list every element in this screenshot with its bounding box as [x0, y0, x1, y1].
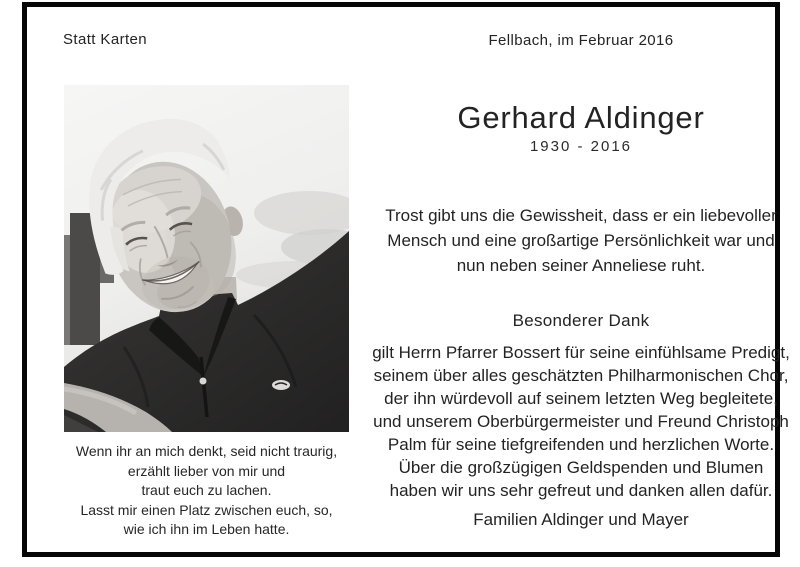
statt-karten-note: Statt Karten	[63, 31, 148, 48]
polo-button	[200, 378, 207, 385]
dateline: Fellbach, im Februar 2016	[488, 32, 674, 49]
thanks-line: Über die großzügigen Geldspenden und Blumen	[398, 458, 764, 477]
thanks-paragraph	[357, 341, 800, 502]
memorial-poem	[52, 442, 361, 540]
portrait-illustration	[64, 85, 349, 432]
deceased-name: Gerhard Aldinger	[457, 100, 705, 135]
portrait-photo	[64, 85, 349, 432]
intro-paragraph	[357, 203, 800, 278]
thanks-line: seinem über alles geschätzten Philharmonischen Chor,	[373, 366, 789, 385]
family-signature: Familien Aldinger und Mayer	[473, 510, 689, 529]
poem-line: wie ich ihn im Leben hatte.	[123, 521, 290, 537]
notice-text-column	[357, 7, 800, 567]
thanks-line: Palm für seine tiefgreifenden und herzlichen Worte.	[387, 435, 775, 454]
poem-line: traut euch zu lachen.	[141, 482, 272, 498]
intro-line: Trost gibt uns die Gewissheit, dass er ein liebevoller	[385, 206, 777, 225]
thanks-heading: Besonderer Dank	[512, 311, 650, 330]
thanks-line: der ihn würdevoll auf seinem letzten Weg begleitete,	[384, 389, 778, 408]
polo-logo	[272, 380, 290, 390]
poem-line: Wenn ihr an mich denkt, seid nicht traurig,	[75, 443, 338, 459]
intro-line: Mensch und eine großartige Persönlichkeit war und	[387, 231, 775, 250]
life-years: 1930 - 2016	[529, 138, 633, 155]
thanks-line: haben wir uns sehr gefreut und danken allen dafür.	[389, 481, 773, 500]
intro-line: nun neben seiner Anneliese ruht.	[456, 256, 706, 275]
poem-line: erzählt lieber von mir und	[127, 462, 286, 479]
thanks-line: und unserem Oberbürgermeister und Freund Christoph	[373, 412, 789, 431]
poem-line: Lasst mir einen Platz zwischen euch, so,	[80, 501, 333, 518]
notice-frame	[22, 2, 790, 557]
thanks-line: gilt Herrn Pfarrer Bossert für seine einfühlsame Predigt,	[372, 343, 790, 362]
